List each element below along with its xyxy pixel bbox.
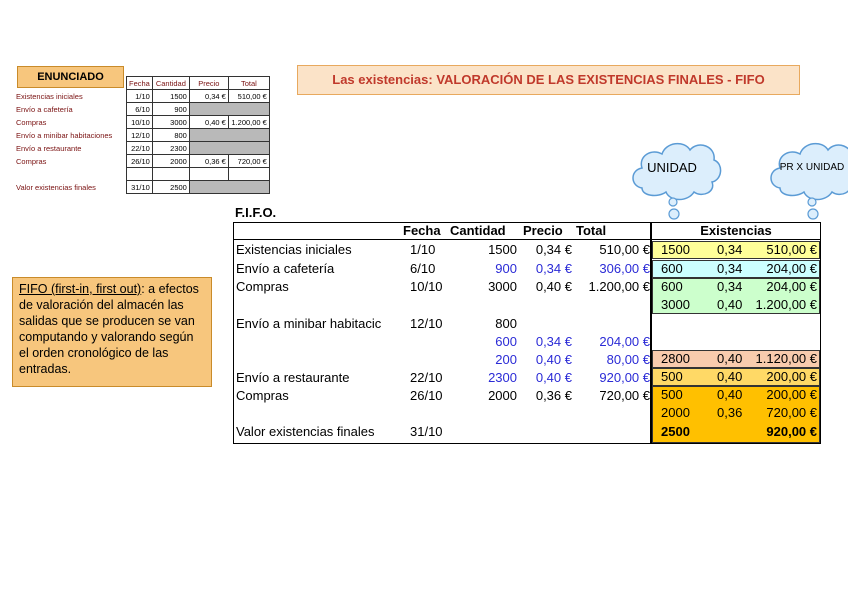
row-precio: 0,40 € bbox=[535, 370, 572, 385]
cloud-unidad: UNIDAD bbox=[647, 160, 697, 175]
header-precio: Precio bbox=[189, 77, 228, 90]
page-title: Las existencias: VALORACIÓN DE LAS EXISTENCIAS FINALES - FIFO bbox=[297, 65, 800, 95]
row-fecha: 12/10 bbox=[127, 129, 153, 142]
existencias-table bbox=[651, 222, 821, 444]
row-total: 920,00 € bbox=[599, 370, 650, 385]
row-precio: 0,34 € bbox=[535, 261, 572, 276]
gray-cell bbox=[189, 181, 269, 194]
existencias-row bbox=[652, 350, 820, 368]
fifo-note bbox=[12, 277, 212, 387]
row-concept bbox=[14, 168, 127, 181]
row-cantidad: 900 bbox=[495, 261, 517, 276]
header-cantidad: Cantidad bbox=[450, 223, 506, 238]
row-cantidad: 800 bbox=[495, 316, 517, 331]
enunciado-label: ENUNCIADO bbox=[17, 66, 124, 88]
row-concept: Envío a cafetería bbox=[16, 104, 73, 114]
existencias-total: 1.200,00 € bbox=[755, 297, 817, 312]
row-cantidad: 2500 bbox=[152, 181, 189, 194]
table-row bbox=[14, 116, 269, 129]
table-row bbox=[14, 90, 269, 103]
row-concept: Envío a minibar habitacic bbox=[236, 316, 382, 331]
existencias-price: 0,34 bbox=[717, 242, 743, 257]
row-concept: Valor existencias finales bbox=[16, 182, 96, 192]
fifo-table bbox=[233, 222, 651, 444]
row-fecha: 22/10 bbox=[410, 370, 443, 385]
row-fecha: 6/10 bbox=[410, 261, 436, 276]
existencias-final-total: 920,00 € bbox=[766, 424, 817, 439]
table-row bbox=[14, 129, 269, 142]
existencias-qty: 500 bbox=[661, 387, 683, 402]
existencias-qty: 500 bbox=[661, 369, 683, 384]
existencias-row bbox=[652, 241, 820, 259]
row-fecha: 1/10 bbox=[410, 242, 436, 257]
existencias-qty: 600 bbox=[661, 279, 683, 294]
note-underlined: FIFO (first-in, first out) bbox=[19, 282, 142, 296]
existencias-row bbox=[652, 260, 820, 278]
header-total: Total bbox=[576, 223, 607, 238]
table-row bbox=[14, 155, 269, 168]
row-cantidad: 2300 bbox=[152, 142, 189, 155]
row-precio bbox=[189, 168, 228, 181]
table-row bbox=[14, 168, 269, 181]
existencias-total: 510,00 € bbox=[766, 242, 817, 257]
existencias-qty: 2000 bbox=[661, 405, 690, 420]
existencias-row bbox=[652, 278, 820, 314]
header-existencias: Existencias bbox=[700, 223, 772, 238]
existencias-price: 0,34 bbox=[717, 261, 743, 276]
existencias-final-qty: 2500 bbox=[661, 424, 690, 439]
row-fecha: 10/10 bbox=[127, 116, 153, 129]
table-row bbox=[14, 142, 269, 155]
header-fecha: Fecha bbox=[403, 223, 441, 238]
row-concept: Compras bbox=[236, 388, 289, 403]
existencias-qty: 3000 bbox=[661, 297, 690, 312]
gray-cell bbox=[189, 129, 269, 142]
table-row bbox=[14, 181, 269, 194]
gray-cell bbox=[189, 142, 269, 155]
header-divider bbox=[234, 239, 650, 240]
row-fecha: 12/10 bbox=[410, 316, 443, 331]
row-total: 204,00 € bbox=[599, 334, 650, 349]
row-total: 510,00 € bbox=[599, 242, 650, 257]
existencias-price: 0,40 bbox=[717, 369, 743, 384]
row-precio: 0,40 € bbox=[535, 352, 572, 367]
row-fecha: 26/10 bbox=[127, 155, 153, 168]
row-cantidad: 1500 bbox=[488, 242, 517, 257]
row-cantidad: 2000 bbox=[152, 155, 189, 168]
cloud-pr-unidad-shape bbox=[766, 130, 848, 220]
row-total: 1.200,00 € bbox=[228, 116, 269, 129]
existencias-total: 204,00 € bbox=[766, 261, 817, 276]
row-concept: Envío a restaurante bbox=[16, 143, 82, 153]
row-cantidad: 3000 bbox=[488, 279, 517, 294]
existencias-price: 0,40 bbox=[717, 387, 743, 402]
row-cantidad: 3000 bbox=[152, 116, 189, 129]
existencias-total: 204,00 € bbox=[766, 279, 817, 294]
table-row bbox=[14, 103, 269, 116]
note-text: : a efectos de valoración del almacén las salidas que se producen se van computando y valorando según el orden cronológico de las entradas. bbox=[19, 282, 199, 376]
row-precio: 0,36 € bbox=[535, 388, 572, 403]
row-fecha: 6/10 bbox=[127, 103, 153, 116]
header-precio: Precio bbox=[523, 223, 563, 238]
row-cantidad bbox=[152, 168, 189, 181]
row-total: 510,00 € bbox=[228, 90, 269, 103]
row-concept: Existencias iniciales bbox=[236, 242, 352, 257]
row-fecha: 31/10 bbox=[410, 424, 443, 439]
row-concept: Compras bbox=[16, 156, 47, 166]
row-total: 306,00 € bbox=[599, 261, 650, 276]
row-concept: Envío a restaurante bbox=[236, 370, 350, 385]
existencias-total: 200,00 € bbox=[766, 369, 817, 384]
row-total bbox=[228, 168, 269, 181]
row-cantidad: 1500 bbox=[152, 90, 189, 103]
row-total: 80,00 € bbox=[606, 352, 650, 367]
row-precio: 0,34 € bbox=[189, 90, 228, 103]
table-row bbox=[14, 77, 269, 90]
row-fecha: 22/10 bbox=[127, 142, 153, 155]
header-total: Total bbox=[228, 77, 269, 90]
existencias-total: 200,00 € bbox=[766, 387, 817, 402]
row-cantidad: 800 bbox=[152, 129, 189, 142]
existencias-qty: 2800 bbox=[661, 351, 690, 366]
header-divider bbox=[652, 239, 820, 240]
row-fecha: 31/10 bbox=[127, 181, 153, 194]
fifo-title: F.I.F.O. bbox=[235, 205, 277, 220]
row-fecha: 10/10 bbox=[410, 279, 443, 294]
row-total: 720,00 € bbox=[599, 388, 650, 403]
row-total: 1.200,00 € bbox=[588, 279, 650, 294]
existencias-price: 0,40 bbox=[717, 297, 743, 312]
header-fecha: Fecha bbox=[127, 77, 153, 90]
header-cantidad: Cantidad bbox=[152, 77, 189, 90]
row-concept: Compras bbox=[16, 117, 47, 127]
enunciado-table bbox=[14, 76, 270, 194]
row-total: 720,00 € bbox=[228, 155, 269, 168]
existencias-qty: 1500 bbox=[661, 242, 690, 257]
existencias-row bbox=[652, 368, 820, 386]
row-cantidad: 2300 bbox=[488, 370, 517, 385]
existencias-total: 720,00 € bbox=[766, 405, 817, 420]
row-fecha bbox=[127, 168, 153, 181]
existencias-qty: 600 bbox=[661, 261, 683, 276]
row-fecha: 1/10 bbox=[127, 90, 153, 103]
existencias-price: 0,34 bbox=[717, 279, 743, 294]
row-concept: Existencias iniciales bbox=[16, 91, 83, 101]
existencias-row bbox=[652, 386, 820, 443]
row-fecha: 26/10 bbox=[410, 388, 443, 403]
cloud-pr-unidad: PR X UNIDAD bbox=[779, 162, 845, 173]
row-concept: Envío a minibar habitaciones bbox=[16, 130, 113, 140]
row-concept: Compras bbox=[236, 279, 289, 294]
row-precio: 0,34 € bbox=[535, 334, 572, 349]
gray-cell bbox=[189, 103, 269, 116]
cloud-unidad-shape bbox=[628, 130, 724, 220]
existencias-price: 0,40 bbox=[717, 351, 743, 366]
existencias-total: 1.120,00 € bbox=[755, 351, 817, 366]
row-cantidad: 600 bbox=[495, 334, 517, 349]
row-precio: 0,36 € bbox=[189, 155, 228, 168]
row-cantidad: 200 bbox=[495, 352, 517, 367]
row-cantidad: 900 bbox=[152, 103, 189, 116]
row-concept: Envío a cafetería bbox=[236, 261, 335, 276]
existencias-price: 0,36 bbox=[717, 405, 743, 420]
row-concept: Valor existencias finales bbox=[236, 424, 375, 439]
row-precio: 0,40 € bbox=[189, 116, 228, 129]
row-precio: 0,34 € bbox=[535, 242, 572, 257]
row-cantidad: 2000 bbox=[488, 388, 517, 403]
row-precio: 0,40 € bbox=[535, 279, 572, 294]
